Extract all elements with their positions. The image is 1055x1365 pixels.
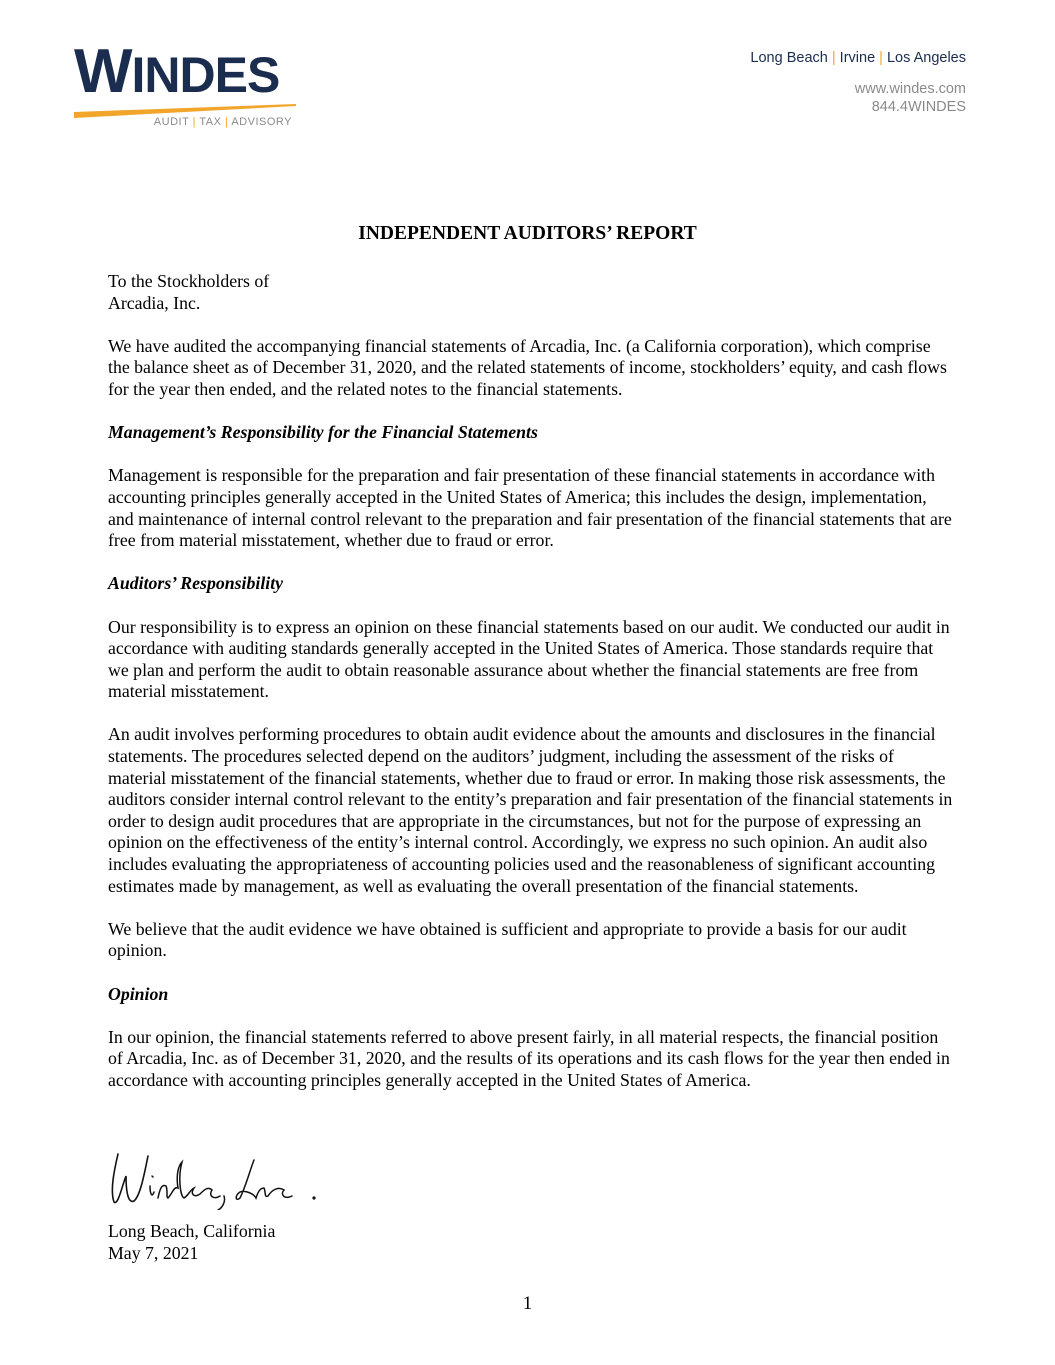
- windes-logo: [74, 37, 296, 134]
- report-location: Long Beach, California: [108, 1221, 276, 1241]
- management-heading: Management’s Responsibility for the Financial Statements: [108, 422, 538, 443]
- page-number: 1: [522, 1293, 533, 1314]
- phone-number: 844.4WINDES: [871, 99, 966, 115]
- auditors-heading: Auditors’ Responsibility: [108, 573, 284, 594]
- logo-wordmark: WINDES: [74, 37, 280, 106]
- auditors-paragraph-3: We believe that the audit evidence we have obtained is sufficient and appropriate to provide a basis for our audit opinion.: [108, 918, 907, 961]
- auditors-paragraph-2: An audit involves performing procedures to obtain audit evidence about the amounts and disclosures in the financial statements. The procedures selected depend on the auditors’ judgment, including the assessment of the risks of material misstatement of the financial statements, whether due to fraud or error. In making those risk assessments, the auditors consider internal control relevant to the entity’s preparation and fair presentation of the financial statements in order to design audit procedures that are appropriate in the circumstances, but not for the purpose of expressing an opinion on the effectiveness of the entity’s internal control. Accordingly, we express no such opinion. An audit also includes evaluating the appropriateness of accounting policies used and the reasonableness of significant accounting estimates made by management, as well as evaluating the overall presentation of the financial statements.: [108, 724, 953, 896]
- addressee: [108, 271, 953, 314]
- letterhead-contact: [750, 50, 966, 116]
- office-irvine: Irvine: [839, 50, 876, 66]
- addressee-line-2: Arcadia, Inc.: [108, 292, 201, 313]
- report-body: [108, 271, 953, 1113]
- logo-tagline: AUDIT | TAX | ADVISORY: [153, 116, 292, 128]
- management-paragraph: Management is responsible for the preparation and fair presentation of these financial statements in accordance with accounting principles generally accepted in the United States of America; this includes the design, implementation, and maintenance of internal control relevant to the preparation and fair presentation of the financial statements that are free from material misstatement, whether due to fraud or error.: [108, 465, 952, 551]
- website-link[interactable]: www.windes.com: [854, 81, 966, 97]
- auditors-paragraph-1: Our responsibility is to express an opinion on these financial statements based on our audit. We conducted our audit in accordance with auditing standards generally accepted in the United States of America. Those standards require that we plan and perform the audit to obtain reasonable assurance about whether the financial statements are free from material misstatement.: [108, 616, 950, 702]
- tagline-audit: AUDIT: [153, 116, 190, 128]
- addressee-line-1: To the Stockholders of: [108, 271, 270, 291]
- tagline-advisory: ADVISORY: [231, 116, 292, 128]
- opinion-paragraph: In our opinion, the financial statements referred to above present fairly, in all material respects, the financial position of Arcadia, Inc. as of December 31, 2020, and the results of its operations and its cash flows for the year then ended in accordance with accounting principles generally accepted in the United States of America.: [108, 1026, 950, 1090]
- office-los-angeles: Los Angeles: [886, 50, 966, 66]
- office-locations: Long Beach | Irvine | Los Angeles: [750, 50, 966, 66]
- handwritten-signature: [104, 1146, 334, 1210]
- report-title: INDEPENDENT AUDITORS’ REPORT: [358, 223, 697, 244]
- intro-paragraph: We have audited the accompanying financial statements of Arcadia, Inc. (a California corporation), which comprise the balance sheet as of December 31, 2020, and the related statements of income, stockholders’ equity, and cash flows for the year then ended, and the related notes to the financial statements.: [108, 335, 947, 399]
- tagline-tax: TAX: [199, 116, 222, 128]
- office-long-beach: Long Beach: [750, 50, 828, 66]
- report-date: May 7, 2021: [108, 1242, 199, 1263]
- signature-block: [108, 1221, 275, 1264]
- opinion-heading: Opinion: [108, 983, 169, 1004]
